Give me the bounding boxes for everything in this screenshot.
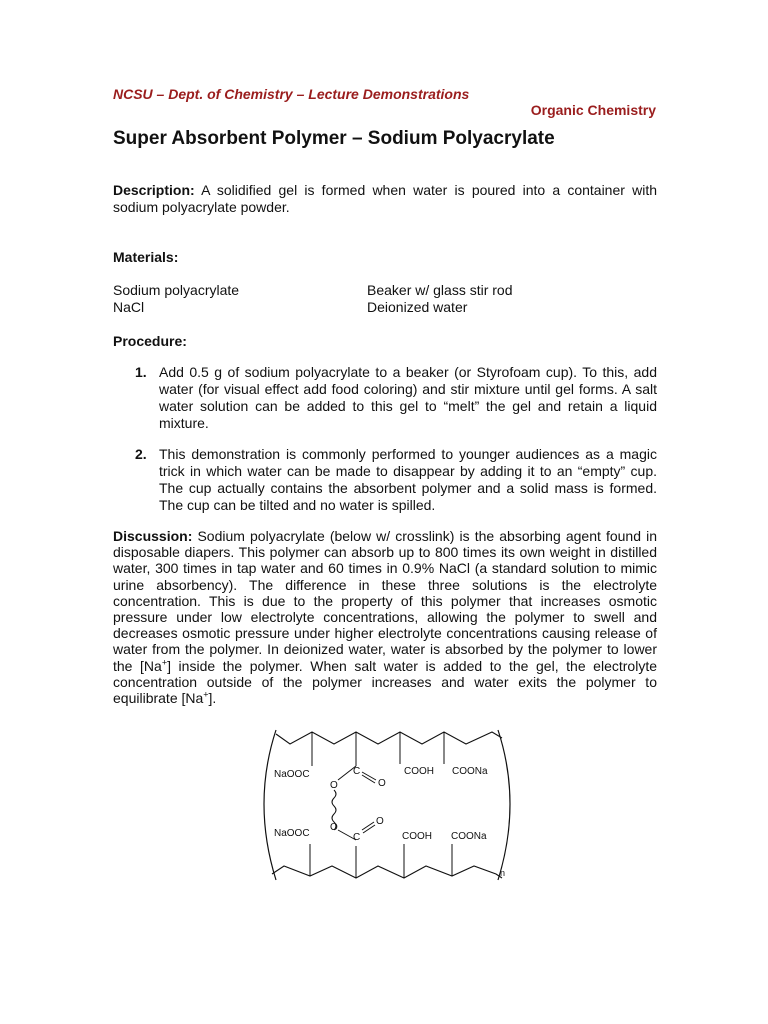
coona-label: COONa xyxy=(451,831,487,842)
superscript-plus: + xyxy=(203,689,209,700)
oxygen-label: O xyxy=(376,816,384,827)
right-bracket xyxy=(498,730,510,880)
materials-left-list xyxy=(113,282,239,316)
description-paragraph xyxy=(113,182,657,216)
coona-label: COONa xyxy=(452,766,488,777)
naooc-label: NaOOC xyxy=(274,828,310,839)
discussion-text: ]. xyxy=(208,690,217,707)
category-header: Organic Chemistry xyxy=(530,102,656,118)
material-item: Deionized water xyxy=(367,299,468,315)
polyacrylate-structure-diagram xyxy=(258,728,518,888)
oxygen-label: O xyxy=(330,780,338,791)
naooc-label: NaOOC xyxy=(274,769,310,780)
discussion-text: ] inside the polymer. When salt water is added to the gel, the electrolyte concentration outside of the polymer increases and water exits the polymer to equilibrate [Na xyxy=(113,657,657,707)
discussion-label: Discussion: xyxy=(113,528,193,544)
procedure-heading: Procedure: xyxy=(113,333,187,349)
carbon-label: C xyxy=(353,766,361,777)
bond xyxy=(363,825,375,833)
oxygen-label: O xyxy=(378,778,386,789)
procedure-step xyxy=(113,446,657,516)
discussion-text: Sodium polyacrylate (below w/ crosslink) is the absorbing agent found in disposable diapers. This polymer can absorb up to 800 times its own weight in distilled water, 300 times in tap water and 60 times in 0.9% NaCl (a standard solution to mimic urine absorbency). The difference in these three solutions is the electrolyte concentration. This is due to the property of this polymer that increases osmotic pressure under low electrolyte concentrations, allowing the polymer to swell and decreases osmotic pressure under higher electrolyte concentrations causing release of water from the polymer. In deionized water, water is absorbed by the polymer to lower the [Na xyxy=(113,528,657,674)
bottom-backbone xyxy=(272,866,502,878)
step-number: 1. xyxy=(135,364,147,380)
department-header: NCSU – Dept. of Chemistry – Lecture Demonstrations xyxy=(113,86,470,102)
subscript-n: n xyxy=(500,868,506,878)
bond xyxy=(362,822,374,830)
material-item: NaCl xyxy=(113,299,145,315)
top-backbone xyxy=(276,732,502,744)
material-item: Sodium polyacrylate xyxy=(113,282,240,298)
material-item: Beaker w/ glass stir rod xyxy=(367,282,513,298)
procedure-step xyxy=(113,364,657,434)
cooh-label: COOH xyxy=(402,831,432,842)
discussion-paragraph xyxy=(113,528,657,706)
step-text: This demonstration is commonly performed to younger audiences as a magic trick in which water can be made to disappear by adding it to an “empty” cup. The cup actually contains the absorbent polymer and a solid mass is formed. The cup can be tilted and no water is spilled. xyxy=(159,446,657,513)
description-text: A solidified gel is formed when water is poured into a container with sodium polyacrylate powder. xyxy=(113,182,657,215)
oxygen-label: O xyxy=(330,822,338,833)
step-number: 2. xyxy=(135,446,147,462)
description-label: Description: xyxy=(113,182,195,198)
step-text: Add 0.5 g of sodium polyacrylate to a beaker (or Styrofoam cup). To this, add water (for visual effect add food coloring) and stir mixture until gel forms. A salt water solution can be added to this gel to “melt” the gel and retain a liquid mixture. xyxy=(159,364,657,431)
cooh-label: COOH xyxy=(404,766,434,777)
left-bracket xyxy=(264,730,276,880)
materials-right-list xyxy=(367,282,513,316)
materials-heading: Materials: xyxy=(113,249,179,265)
page-title: Super Absorbent Polymer – Sodium Polyacrylate xyxy=(113,128,555,149)
carbon-label: C xyxy=(353,832,361,843)
superscript-plus: + xyxy=(161,656,168,667)
